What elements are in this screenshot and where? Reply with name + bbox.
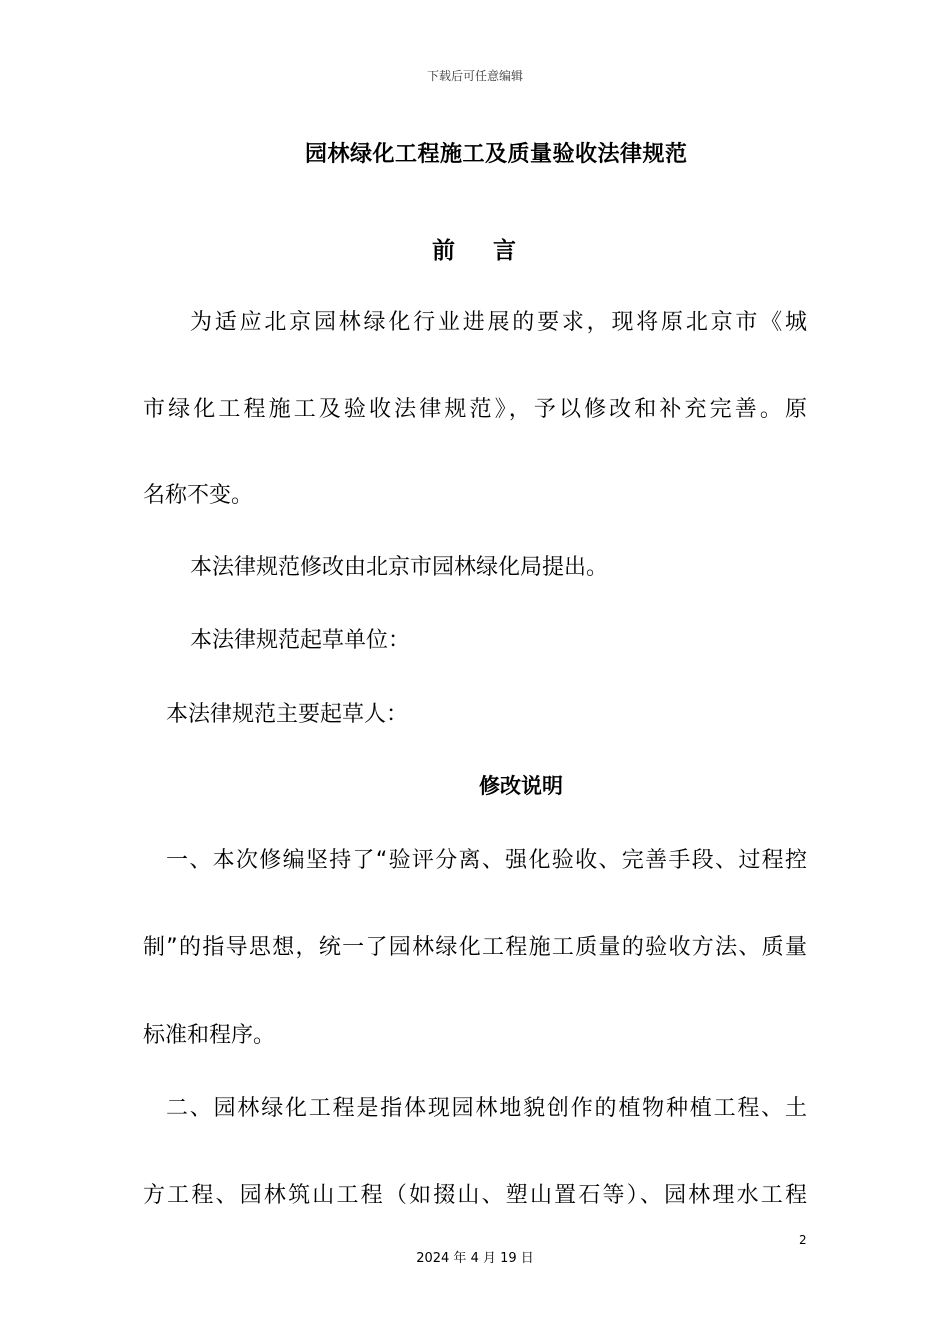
revision-paragraph-line: 制”的指导思想，统一了园林绿化工程施工质量的验收方法、质量 xyxy=(143,935,807,960)
header-note: 下载后可任意编辑 xyxy=(426,69,523,83)
page-number: 2 xyxy=(799,1233,807,1247)
revision-notes-heading: 修改说明 xyxy=(479,774,563,798)
document-title: 园林绿化工程施工及质量验收法律规范 xyxy=(305,142,688,167)
revision-paragraph-line: 一、本次修编坚持了“验评分离、强化验收、完善手段、过程控 xyxy=(166,848,807,873)
revision-paragraph-line: 方工程、园林筑山工程（如掇山、塑山置石等）、园林理水工程 xyxy=(143,1183,807,1208)
preface-paragraph-line: 名称不变。 xyxy=(143,483,254,508)
proposer-line: 本法律规范修改由北京市园林绿化局提出。 xyxy=(190,555,609,580)
preface-paragraph-line: 为适应北京园林绿化行业进展的要求，现将原北京市《城 xyxy=(190,310,807,335)
footer-date: 2024 年 4 月 19 日 xyxy=(416,1251,534,1266)
preface-heading: 前言 xyxy=(432,238,554,264)
main-drafters-line: 本法律规范主要起草人： xyxy=(166,702,409,727)
revision-paragraph-line: 标准和程序。 xyxy=(143,1023,276,1048)
revision-paragraph-line: 二、园林绿化工程是指体现园林地貌创作的植物种植工程、土 xyxy=(166,1096,807,1121)
preface-paragraph-line: 市绿化工程施工及验收法律规范》，予以修改和补充完善。原 xyxy=(143,397,807,422)
drafting-unit-line: 本法律规范起草单位： xyxy=(190,628,411,653)
